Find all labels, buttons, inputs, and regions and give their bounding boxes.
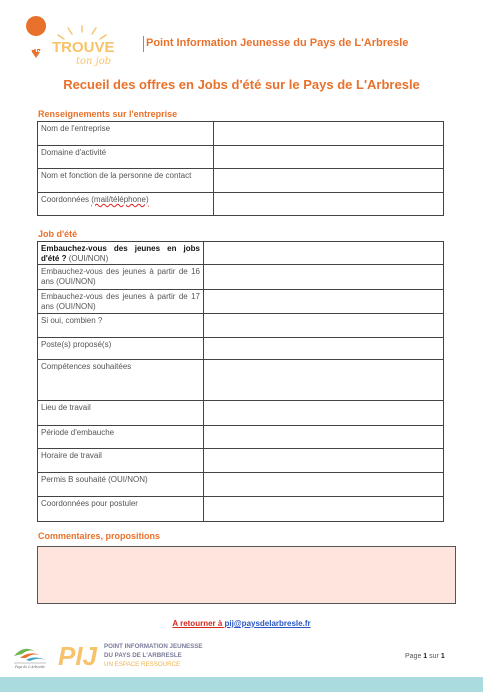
return-prefix: A retourner à <box>172 619 225 628</box>
table-row <box>38 193 444 216</box>
field-label: Nom de l'entreprise <box>38 122 214 146</box>
pays-arbresle-logo <box>10 640 50 670</box>
trouve-ton-job-logo <box>22 22 140 68</box>
page-total: 1 <box>440 653 445 660</box>
field-label: Période d'embauche <box>38 426 204 449</box>
field-label: Si oui, combien ? <box>38 314 204 338</box>
section-title-entreprise: Renseignements sur l'entreprise <box>38 109 178 119</box>
table-row <box>38 360 444 401</box>
svg-text:PIJ: PIJ <box>58 641 98 671</box>
field-input-lieu[interactable] <box>204 401 444 426</box>
field-input-combien[interactable] <box>204 314 444 338</box>
field-input-competences[interactable] <box>204 360 444 401</box>
return-instruction <box>0 619 483 628</box>
pij-line-1: POINT INFORMATION JEUNESSE <box>104 643 203 650</box>
field-input-horaire[interactable] <box>204 449 444 473</box>
job-table <box>37 241 444 522</box>
logo-sub-text: ton job <box>76 56 112 67</box>
field-input-embauche-jeunes[interactable] <box>204 242 444 265</box>
entreprise-table <box>37 121 444 216</box>
field-label: Nom et fonction de la personne de contact <box>38 169 214 193</box>
field-label-squiggle: (mail/téléphone) <box>91 195 149 204</box>
field-label: Domaine d'activité <box>38 146 214 169</box>
field-input-coordonnees-postuler[interactable] <box>204 497 444 522</box>
left-logo-text: Pays de L'Arbresle <box>14 665 46 669</box>
page-label: Page <box>405 653 424 660</box>
field-input-domaine[interactable] <box>214 146 444 169</box>
header-title: Point Information Jeunesse du Pays de L'Arbresle <box>146 37 409 49</box>
table-row <box>38 146 444 169</box>
field-label-bold: Embauchez-vous des jeunes en jobs d'été ? <box>41 244 200 263</box>
pij-footer-logo <box>56 638 203 672</box>
pij-line-3: UN ESPACE RESSOURCE <box>104 661 181 668</box>
field-label: Poste(s) proposé(s) <box>38 338 204 360</box>
field-label: Lieu de travail <box>38 401 204 426</box>
table-row <box>38 265 444 290</box>
table-row <box>38 169 444 193</box>
field-label: Embauchez-vous des jeunes à partir de 16 ans (OUI/NON) <box>38 265 204 290</box>
field-label <box>38 193 214 216</box>
logo-main-text: TROUVE <box>52 39 115 56</box>
document-title: Recueil des offres en Jobs d'été sur le Pays de L'Arbresle <box>63 77 420 92</box>
table-row <box>38 449 444 473</box>
table-row <box>38 497 444 522</box>
section-title-comments: Commentaires, propositions <box>38 531 161 541</box>
table-row <box>38 401 444 426</box>
return-email-link[interactable]: pij@paysdelarbresle.fr <box>224 619 311 628</box>
field-label: Compétences souhaitées <box>38 360 204 401</box>
comments-textarea[interactable] <box>37 546 456 604</box>
field-input-16-ans[interactable] <box>204 265 444 290</box>
field-label-rest: (OUI/NON) <box>66 254 109 263</box>
field-label: Embauchez-vous des jeunes à partir de 17 ans (OUI/NON) <box>38 290 204 314</box>
table-row <box>38 242 444 265</box>
field-input-17-ans[interactable] <box>204 290 444 314</box>
page-number <box>405 653 445 660</box>
field-label: Coordonnées pour postuler <box>38 497 204 522</box>
table-row <box>38 426 444 449</box>
field-label-prefix: Coordonnées <box>41 195 92 204</box>
footer-band <box>0 677 483 692</box>
table-row <box>38 290 444 314</box>
field-input-postes[interactable] <box>204 338 444 360</box>
header-divider <box>143 36 144 52</box>
field-input-contact[interactable] <box>214 169 444 193</box>
table-row <box>38 338 444 360</box>
field-input-nom-entreprise[interactable] <box>214 122 444 146</box>
field-label: Horaire de travail <box>38 449 204 473</box>
pij-line-2: DU PAYS DE L'ARBRESLE <box>104 652 182 659</box>
page-sep: sur <box>427 653 441 660</box>
field-label: Permis B souhaité (OUI/NON) <box>38 473 204 497</box>
field-input-permis[interactable] <box>204 473 444 497</box>
section-title-job: Job d'été <box>38 229 78 239</box>
table-row <box>38 314 444 338</box>
pij-badge-text: PIJ <box>29 45 43 54</box>
table-row <box>38 473 444 497</box>
page-current: 1 <box>423 653 428 660</box>
table-row <box>38 122 444 146</box>
field-label <box>38 242 204 265</box>
field-input-periode[interactable] <box>204 426 444 449</box>
field-input-coordonnees[interactable] <box>214 193 444 216</box>
